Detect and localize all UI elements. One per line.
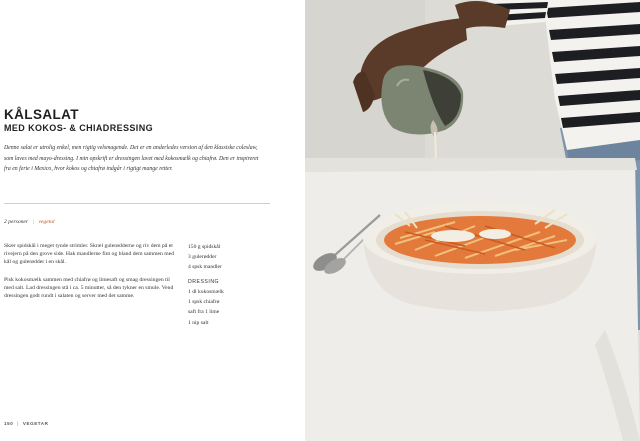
meta-separator: | (32, 219, 35, 225)
photo-illustration (305, 0, 640, 441)
page-number: 150 (4, 421, 14, 426)
ingredient-item: 3 gulerødder (188, 254, 217, 261)
dressing-item: 1 nip salt (188, 319, 209, 326)
salad-photo (305, 0, 640, 441)
recipe-subtitle: MED KOKOS- & CHIADRESSING (4, 123, 154, 133)
category-tag: vegetal (38, 219, 55, 225)
divider (4, 203, 270, 204)
dressing-item: 1 spsk chiafrø (188, 299, 220, 306)
recipe-intro: Denne salat er utrolig enkel, men rigtig velsmagende. Det er en anderledes version af den klassiske coleslaw, som laves med mayo-dressing. I min opskrift er dressingen lavet med kokosmælk og chiafrø. Den er inspireret fra en ferie i Mexico, hvor kokos og chiafrø indgår i rigtigt mange retter. (4, 145, 259, 173)
dressing-item: 1 dl kokosmælk (188, 289, 224, 296)
ingredient-item: 4 spsk mandler (188, 264, 222, 271)
dressing-heading: DRESSING (188, 279, 220, 286)
method-step: Pisk kokosmælk sammen med chiafrø og limesaft og smag dressingen til med salt. Lad dressingen stå i ca. 5 minutter, så den tykner en smule. Vend dressingen godt rundt i salaten og server med det samme. (4, 276, 174, 300)
method-step: Skær spidskål i meget tynde strimler. Skræl gulerødderne og riv dem på et rivejern på den grove side. Hak mandlerne fint og bland dem sammen med kål og gulerødder i en skål. (4, 243, 175, 266)
servings-label: 2 personer (4, 219, 29, 225)
ingredient-item: 150 g spidskål (188, 244, 221, 250)
section-name: VEGETAR (22, 421, 49, 426)
recipe-meta (4, 219, 55, 225)
recipe-page (0, 0, 305, 441)
recipe-title: KÅLSALAT (4, 107, 79, 122)
dressing-item: saft fra 1 lime (188, 309, 220, 316)
page-footer: 150 | VEGETAR (4, 421, 49, 426)
method-text (4, 242, 180, 309)
ingredient-list (188, 242, 278, 328)
